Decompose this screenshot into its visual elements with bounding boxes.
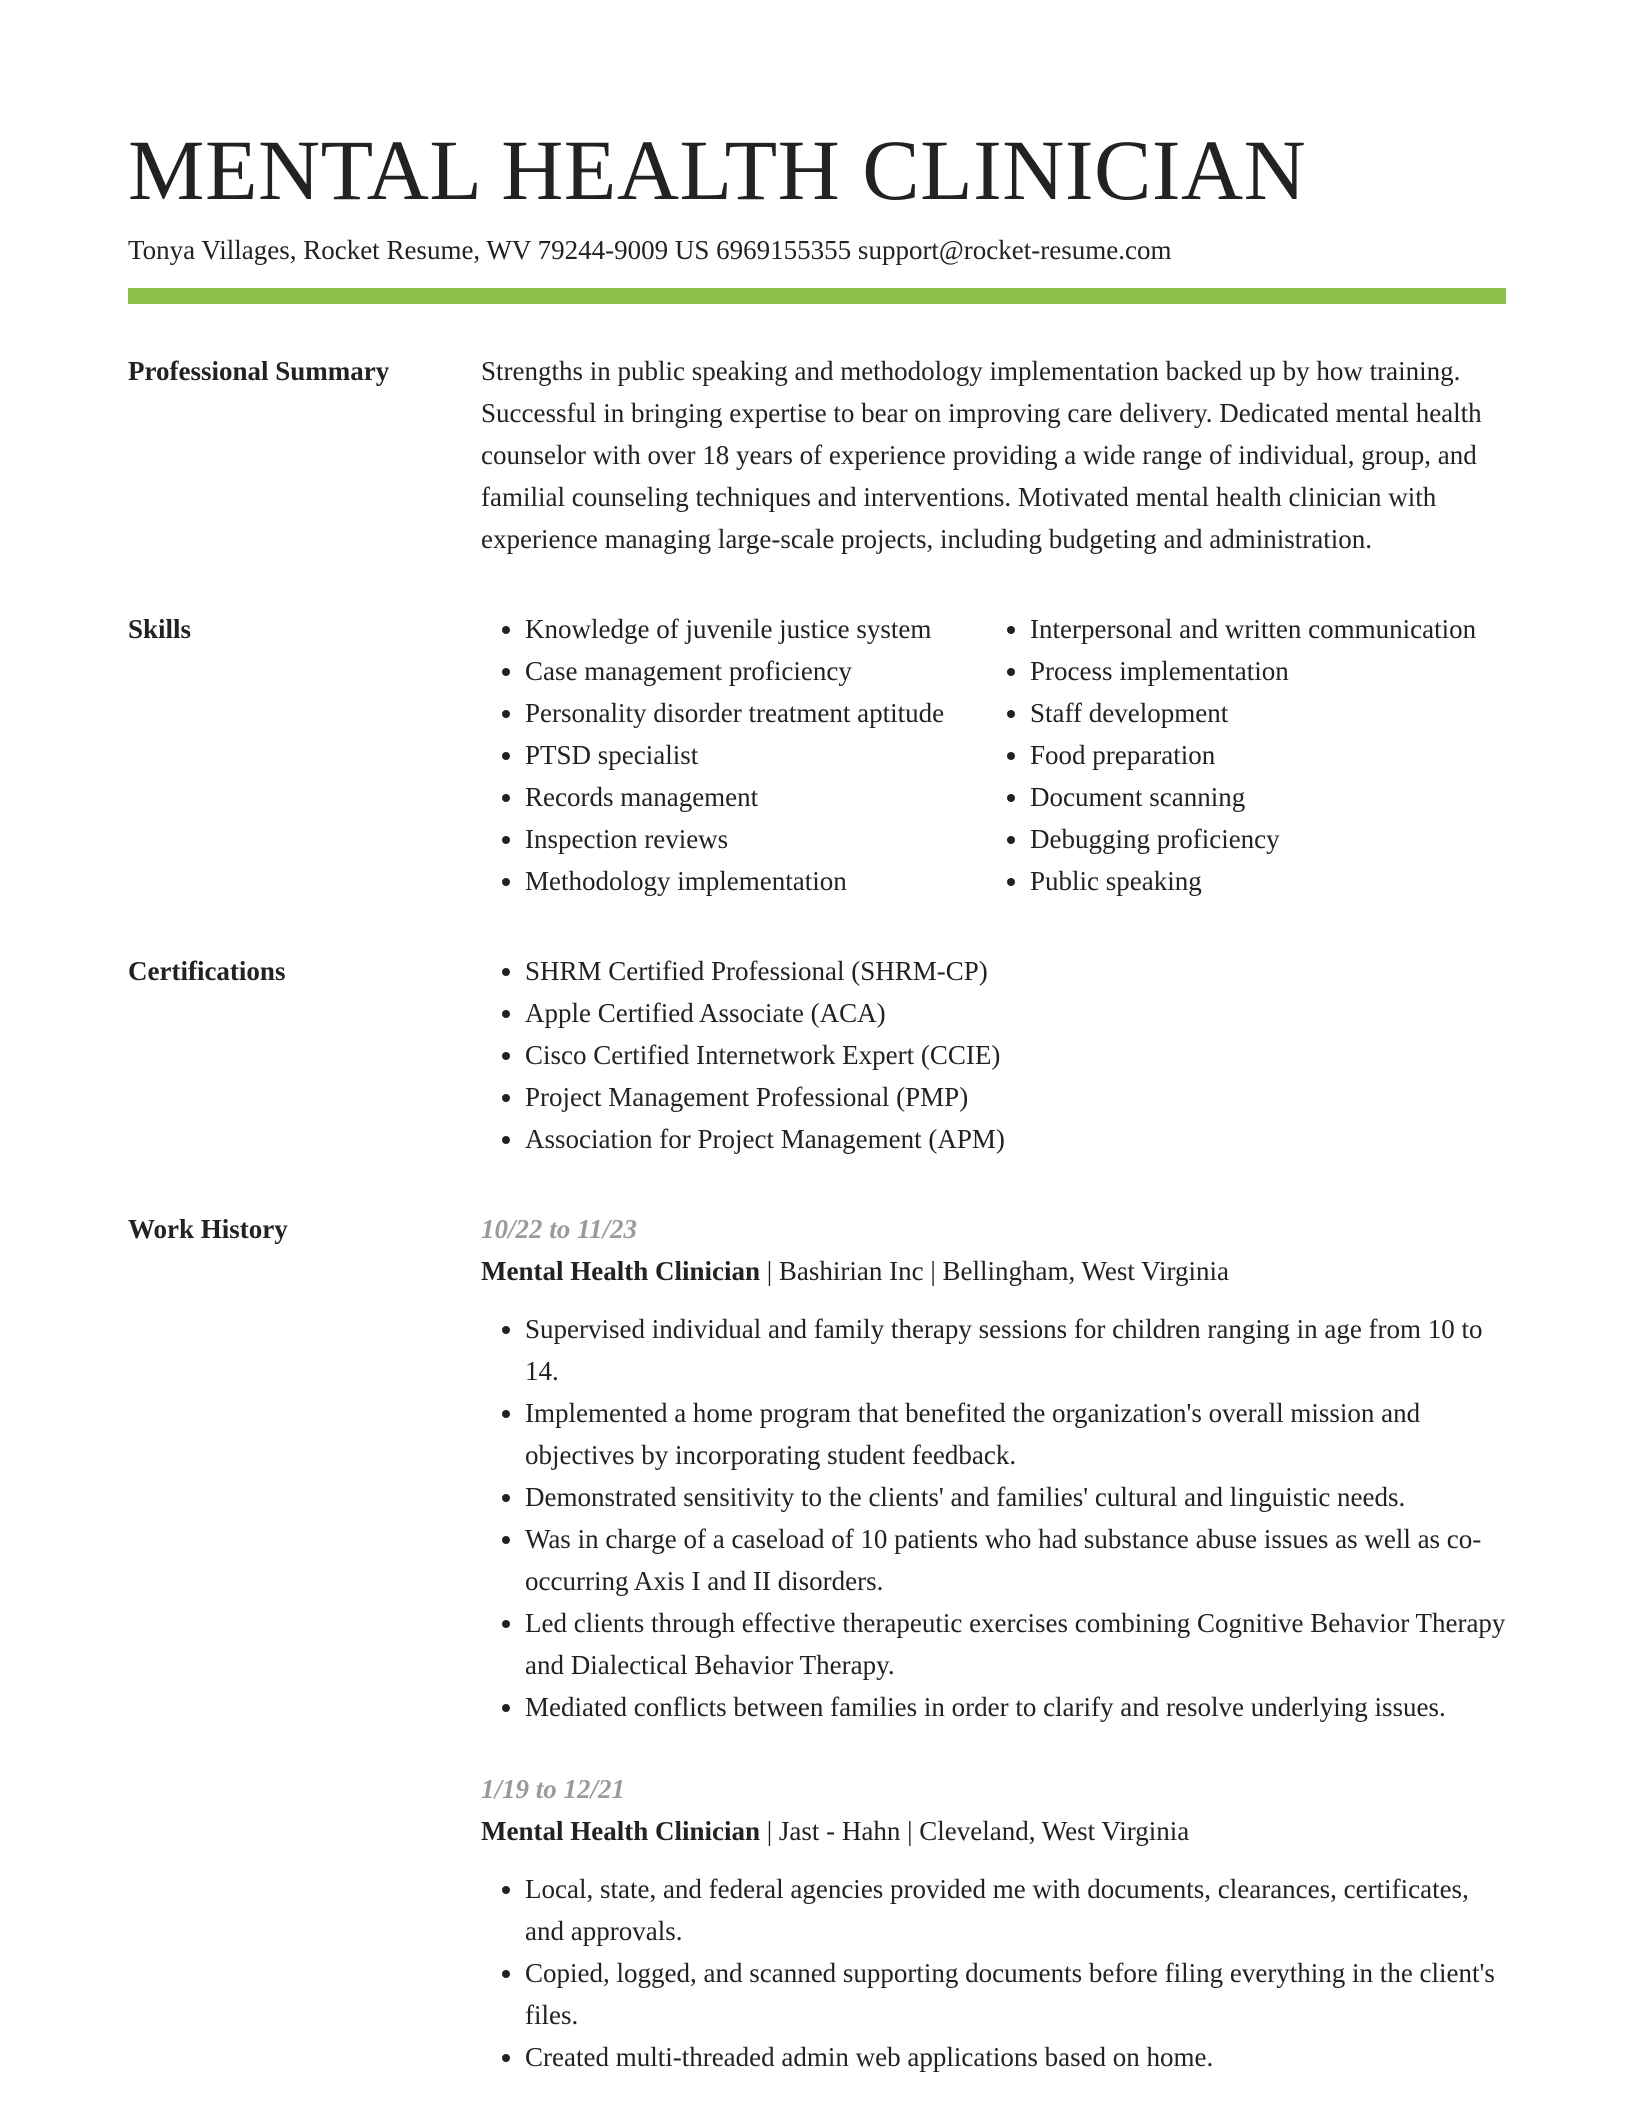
job-title: Mental Health Clinician bbox=[481, 1256, 760, 1286]
skill-item: • Personality disorder treatment aptitude bbox=[525, 692, 986, 734]
summary-section bbox=[128, 350, 1506, 560]
skills-list-right bbox=[986, 608, 1506, 902]
resume-title: MENTAL HEALTH CLINICIAN bbox=[128, 122, 1307, 218]
job-bullets bbox=[481, 1868, 1506, 2078]
job-bullet: • Implemented a home program that benefited the organization's overall mission and objectives by incorporating student feedback. bbox=[525, 1392, 1506, 1476]
job-bullet: • Copied, logged, and scanned supporting documents before filing everything in the client's files. bbox=[525, 1952, 1506, 2036]
job-bullet: • Created multi-threaded admin web applications based on home. bbox=[525, 2036, 1506, 2078]
skill-item: • Public speaking bbox=[1030, 860, 1506, 902]
job-bullet: • Was in charge of a caseload of 10 patients who had substance abuse issues as well as co-occurring Axis I and II disorders. bbox=[525, 1518, 1506, 1602]
skills-list-left bbox=[481, 608, 986, 902]
skill-item: • Methodology implementation bbox=[525, 860, 986, 902]
skill-item: • Inspection reviews bbox=[525, 818, 986, 860]
skills-body bbox=[481, 608, 1506, 902]
skill-item: • PTSD specialist bbox=[525, 734, 986, 776]
skill-item: • Debugging proficiency bbox=[1030, 818, 1506, 860]
job-bullet: • Mediated conflicts between families in order to clarify and resolve underlying issues. bbox=[525, 1686, 1506, 1728]
job-bullet: • Supervised individual and family therapy sessions for children ranging in age from 10 to 14. bbox=[525, 1308, 1506, 1392]
skill-item: • Knowledge of juvenile justice system bbox=[525, 608, 986, 650]
job-details: | Jast - Hahn | Cleveland, West Virginia bbox=[760, 1816, 1190, 1846]
certification-item: • Association for Project Management (APM) bbox=[525, 1118, 1506, 1160]
job-bullet: • Local, state, and federal agencies provided me with documents, clearances, certificates, and approvals. bbox=[525, 1868, 1506, 1952]
summary-text: Strengths in public speaking and methodology implementation backed up by how training. Successful in bringing expertise to bear on improving care delivery. Dedicated mental health counselor with over 18 years of experience providing a wide range of individual, group, and familial counseling techniques and interventions. Motivated mental health clinician with experience managing large-scale projects, including budgeting and administration. bbox=[481, 356, 1482, 554]
job-bullets bbox=[481, 1308, 1506, 1728]
job-heading bbox=[481, 1250, 1506, 1292]
job-details: | Bashirian Inc | Bellingham, West Virginia bbox=[760, 1256, 1229, 1286]
contact-info: Tonya Villages, Rocket Resume, WV 79244-9009 US 6969155355 support@rocket-resume.com bbox=[128, 235, 1172, 265]
job-entry bbox=[481, 1208, 1506, 1728]
skill-item: • Staff development bbox=[1030, 692, 1506, 734]
job-dates: 1/19 to 12/21 bbox=[481, 1774, 626, 1804]
skill-item: • Interpersonal and written communication bbox=[1030, 608, 1506, 650]
job-entry bbox=[481, 1768, 1506, 2078]
certification-item: • Project Management Professional (PMP) bbox=[525, 1076, 1506, 1118]
job-title: Mental Health Clinician bbox=[481, 1816, 760, 1846]
work-history-section bbox=[128, 1208, 1506, 2118]
skill-item: • Records management bbox=[525, 776, 986, 818]
skills-section bbox=[128, 608, 1506, 902]
skill-item: • Case management proficiency bbox=[525, 650, 986, 692]
skills-column-right bbox=[986, 608, 1506, 902]
job-bullet: • Demonstrated sensitivity to the clients' and families' cultural and linguistic needs. bbox=[525, 1476, 1506, 1518]
summary-body bbox=[481, 350, 1506, 560]
accent-divider bbox=[128, 288, 1506, 304]
skills-heading: Skills bbox=[128, 614, 192, 644]
certifications-list bbox=[481, 950, 1506, 1160]
job-bullet: • Led clients through effective therapeutic exercises combining Cognitive Behavior Therapy and Dialectical Behavior Therapy. bbox=[525, 1602, 1506, 1686]
resume-page bbox=[128, 118, 1506, 2118]
skills-column-left bbox=[481, 608, 986, 902]
certification-item: • SHRM Certified Professional (SHRM-CP) bbox=[525, 950, 1506, 992]
certification-item: • Apple Certified Associate (ACA) bbox=[525, 992, 1506, 1034]
work-history-body bbox=[481, 1208, 1506, 2118]
certifications-section bbox=[128, 950, 1506, 1160]
job-dates: 10/22 to 11/23 bbox=[481, 1214, 638, 1244]
certifications-heading: Certifications bbox=[128, 956, 286, 986]
skill-item: • Process implementation bbox=[1030, 650, 1506, 692]
certification-item: • Cisco Certified Internetwork Expert (CCIE) bbox=[525, 1034, 1506, 1076]
summary-heading: Professional Summary bbox=[128, 356, 390, 386]
job-heading bbox=[481, 1810, 1506, 1852]
certifications-body bbox=[481, 950, 1506, 1160]
skill-item: • Food preparation bbox=[1030, 734, 1506, 776]
work-history-heading: Work History bbox=[128, 1214, 288, 1244]
skill-item: • Document scanning bbox=[1030, 776, 1506, 818]
